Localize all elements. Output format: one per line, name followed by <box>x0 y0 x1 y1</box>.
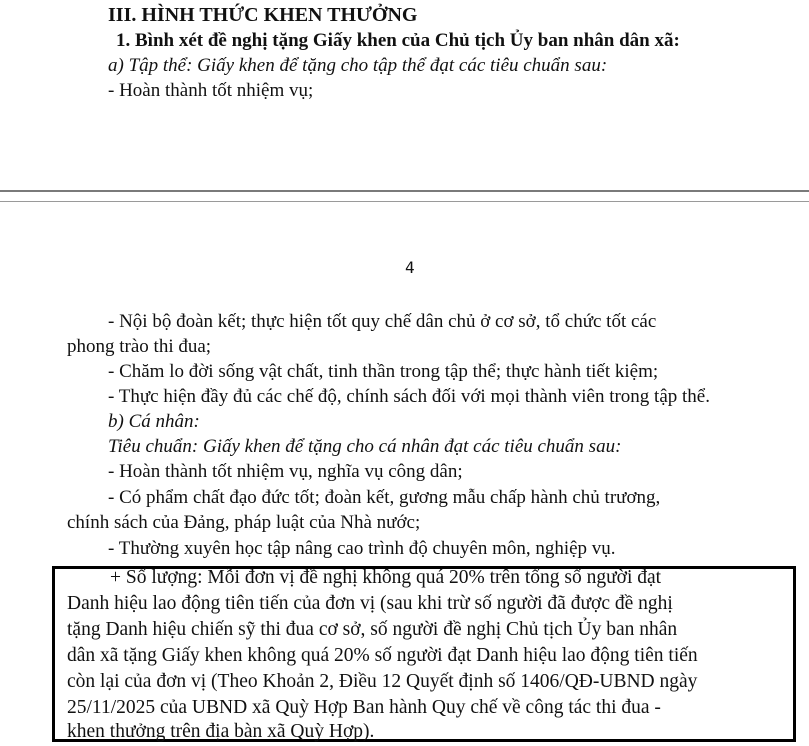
paragraph-line: phong trào thi đua; <box>67 336 212 357</box>
collective-intro: a) Tập thể: Giấy khen để tặng cho tập thể đạt các tiêu chuẩn sau: <box>108 55 608 76</box>
document-page-top <box>0 0 809 190</box>
individual-heading: b) Cá nhân: <box>108 411 200 432</box>
paragraph-line: - Có phẩm chất đạo đức tốt; đoàn kết, gương mẫu chấp hành chủ trương, <box>108 487 661 508</box>
section-heading: III. HÌNH THỨC KHEN THƯỞNG <box>108 4 418 26</box>
collective-item: - Hoàn thành tốt nhiệm vụ; <box>108 80 314 101</box>
page-break <box>0 190 809 202</box>
paragraph-line: chính sách của Đảng, pháp luật của Nhà nước; <box>67 512 421 533</box>
highlighted-line: còn lại của đơn vị (Theo Khoản 2, Điều 12 Quyết định số 1406/QĐ-UBND ngày <box>67 671 698 692</box>
highlighted-line: dân xã tặng Giấy khen không quá 20% số người đạt Danh hiệu lao động tiên tiến <box>67 645 698 666</box>
paragraph-line: - Thường xuyên học tập nâng cao trình độ chuyên môn, nghiệp vụ. <box>108 538 616 559</box>
highlighted-line: khen thưởng trên địa bàn xã Quỳ Hợp). <box>67 721 375 742</box>
highlighted-line: tặng Danh hiệu chiến sỹ thi đua cơ sở, số người đề nghị Chủ tịch Ủy ban nhân <box>67 619 678 640</box>
highlighted-line: Danh hiệu lao động tiên tiến của đơn vị (sau khi trừ số người đã được đề nghị <box>67 593 673 614</box>
subsection-heading: 1. Bình xét đề nghị tặng Giấy khen của Chủ tịch Ủy ban nhân dân xã: <box>116 30 680 51</box>
paragraph-line: - Nội bộ đoàn kết; thực hiện tốt quy chế dân chủ ở cơ sở, tổ chức tốt các <box>108 311 657 332</box>
paragraph-line: - Thực hiện đầy đủ các chế độ, chính sách đối với mọi thành viên trong tập thể. <box>108 386 710 407</box>
individual-criteria-intro: Tiêu chuẩn: Giấy khen để tặng cho cá nhân đạt các tiêu chuẩn sau: <box>108 436 622 457</box>
highlighted-line: 25/11/2025 của UBND xã Quỳ Hợp Ban hành Quy chế về công tác thi đua - <box>67 697 661 718</box>
paragraph-line: - Hoàn thành tốt nhiệm vụ, nghĩa vụ công dân; <box>108 461 463 482</box>
page-number: 4 <box>405 258 415 277</box>
highlighted-line: + Số lượng: Mỗi đơn vị đề nghị không quá 20% trên tổng số người đạt <box>110 567 662 588</box>
paragraph-line: - Chăm lo đời sống vật chất, tinh thần trong tập thể; thực hành tiết kiệm; <box>108 361 659 382</box>
